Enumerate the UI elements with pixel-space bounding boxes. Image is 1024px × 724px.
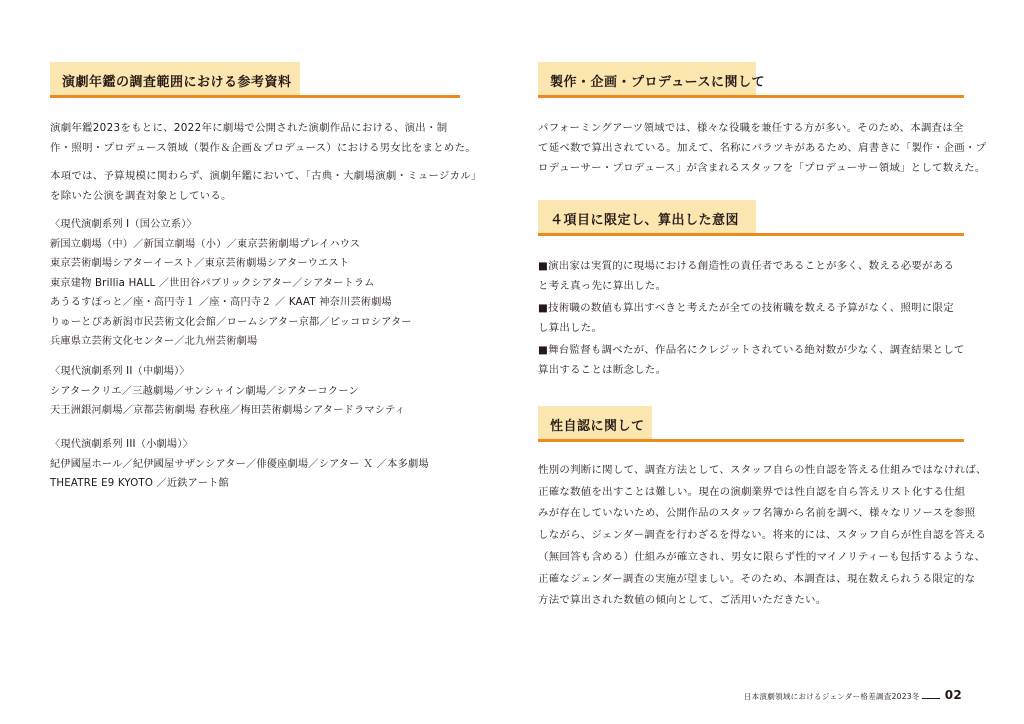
text-line: ■舞台監督も調べたが、作品名にクレジットされている絶対数が少なく、調査結果として [538, 344, 965, 356]
text-line: ■技術職の数値も算出すべきと考えたが全ての技術職を数える予算がなく、照明に限定 [538, 302, 954, 314]
text-line: て延べ数で算出されている。加えて、名称にバラツキがあるため、肩書きに「製作・企画・プ [538, 142, 987, 154]
list-item: 東京建物 Brillia HALL ／世田谷パブリックシアター／シアタートラム [50, 277, 375, 289]
heading-rule [538, 439, 964, 442]
list-item: シアタークリエ／三越劇場／サンシャイン劇場／シアターコクーン [50, 385, 359, 397]
text-line: 演劇年鑑2023をもとに、2022年に劇場で公開された演劇作品における、演出・制 [50, 122, 448, 134]
heading-rule [50, 95, 460, 98]
theater-list-medium [50, 362, 460, 421]
list-title: 〈現代演劇系列 I（国公立系）〉 [50, 219, 197, 230]
section-heading-intent [538, 200, 964, 240]
list-item: 紀伊國屋ホール／紀伊國屋サザンシアター／俳優座劇場／シアター Ｘ ／本多劇場 [50, 458, 429, 470]
list-item: 東京芸術劇場シアターイースト／東京芸術劇場シアターウエスト [50, 258, 350, 269]
intro-paragraph [50, 118, 476, 158]
list-item: りゅーとぴあ新潟市民芸術文化会館／ロームシアター京都／ピッコロシアター [50, 316, 412, 328]
list-item: 兵庫県立芸術文化センター／北九州芸術劇場 [50, 336, 258, 347]
text-line: しながら、ジェンダー調査を行わざるを得ない。将来的には、スタッフ自らが性自認を答える [538, 529, 987, 542]
text-line: みが存在していないため、公開作品のスタッフ名簿から名前を調べ、様々なリソースを参照 [538, 507, 976, 520]
text-line: 性別の判断に関して、調査方法として、スタッフ自らの性自認を答える仕組みではなければ、 [538, 464, 987, 476]
scope-paragraph [50, 166, 482, 206]
intent-point-director [538, 256, 964, 296]
section-heading-reference [50, 62, 460, 102]
heading-rule [538, 95, 964, 98]
list-item: あうるすぽっと／座・高円寺１ ／座・高円寺２ ／ KAAT 神奈川芸術劇場 [50, 297, 392, 308]
text-line: を除いた公演を調査対象としている。 [50, 190, 232, 202]
list-title: 〈現代演劇系列 III（小劇場）〉 [50, 439, 193, 450]
text-line: （無回答も含める）仕組みが確立され、男女に限らず性的マイノリティーも包括するような、 [538, 550, 986, 563]
list-item: THEATRE E9 KYOTO ／近鉄アート館 [50, 478, 229, 489]
footer-divider [922, 698, 940, 699]
list-item: 新国立劇場（中）／新国立劇場（小）／東京芸術劇場プレイハウス [50, 238, 361, 250]
heading-rule [538, 233, 964, 236]
text-line: し算出した。 [538, 322, 603, 334]
section-heading-gender-identity [538, 406, 964, 446]
page-footer [744, 688, 962, 702]
list-title: 〈現代演劇系列 II（中劇場）〉 [50, 366, 190, 377]
page-number: 02 [944, 688, 962, 702]
heading-title: ４項目に限定し、算出した意図 [550, 213, 740, 228]
text-line: 方法で算出された数値の傾向として、ご活用いただきたい。 [538, 594, 827, 607]
text-line: ロデューサー・プロデュース」が含まれるスタッフを「プロデューサー領域」として数えた。 [538, 162, 986, 174]
heading-title: 製作・企画・プロデュースに関して [550, 75, 765, 90]
text-line: と考え真っ先に算出した。 [538, 280, 667, 292]
heading-title: 演劇年鑑の調査範囲における参考資料 [62, 75, 292, 90]
intent-point-stage-manager [538, 340, 964, 380]
text-line: 正確な数値を出すことは難しい。現在の演劇業界では性自認を自ら答えリスト化する仕組 [538, 485, 966, 498]
text-line: ■演出家は実質的に現場における創造性の責任者であることが多く、数える必要がある [538, 260, 955, 272]
intent-point-lighting [538, 298, 964, 338]
list-item: 天王洲銀河劇場／京都芸術劇場 春秋座／梅田芸術劇場シアタードラマシティ [50, 405, 406, 416]
text-line: 正確なジェンダー調査の実施が望ましい。そのため、本調査は、現在数えられうる限定的な [538, 572, 976, 585]
gender-identity-paragraph [538, 460, 987, 612]
theater-list-public [50, 215, 460, 352]
theater-list-small [50, 435, 460, 494]
production-paragraph [538, 118, 987, 178]
text-line: パフォーミングアーツ領域では、様々な役職を兼任する方が多い。そのため、本調査は全 [538, 122, 964, 134]
heading-title: 性自認に関して [550, 419, 645, 434]
text-line: 作・照明・プロデュース領域（製作＆企画＆プロデュース）における男女比をまとめた。 [50, 142, 476, 154]
text-line: 算出することは断念した。 [538, 364, 667, 376]
footer-title: 日本演劇領域におけるジェンダー格差調査2023冬 [743, 692, 920, 701]
text-line: 本項では、予算規模に関わらず、演劇年鑑において、「古典・大劇場演劇・ミュージカル」 [50, 170, 482, 182]
section-heading-production [538, 62, 964, 102]
